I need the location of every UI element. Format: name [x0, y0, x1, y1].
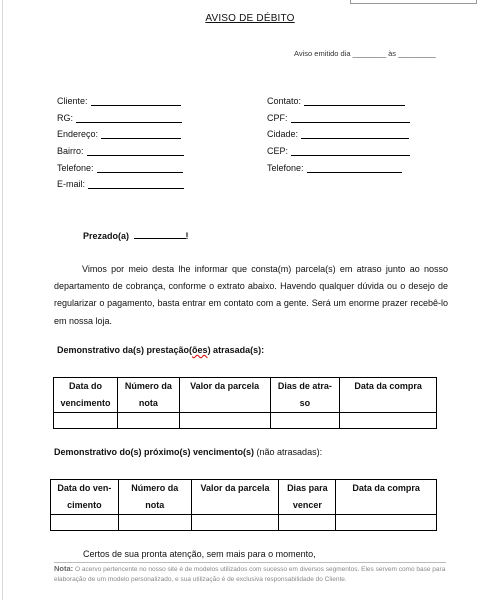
field-line[interactable] — [97, 163, 183, 173]
col-header: Valor da parcela — [179, 378, 270, 413]
body-paragraph: Vimos por meio desta lhe informar que consta(m) parcela(s) em atraso junto ao nosso departamento de cobrança, conforme o extrato abaixo. Havendo qualquer dúvida ou o desejo de regularizar o pagamento, basta entrar em contato com a gente. Será um enorme prazer recebê-lo em nossa loja. — [54, 264, 448, 326]
closing-text: Certos de sua pronta atenção, sem mais para o momento, — [83, 549, 316, 559]
field-line[interactable] — [291, 113, 410, 123]
col-header: Número da nota — [118, 480, 191, 515]
col-header: Data do ven- cimento — [51, 480, 119, 515]
field-telefone-right: Telefone: — [267, 163, 402, 173]
table-cell[interactable] — [179, 413, 270, 429]
table-cell[interactable] — [340, 413, 437, 429]
field-email: E-mail: — [57, 179, 184, 189]
header-box — [350, 0, 477, 4]
field-telefone-left: Telefone: — [57, 163, 183, 173]
field-line[interactable] — [291, 146, 410, 156]
field-contato: Contato: — [267, 96, 405, 106]
table-cell[interactable] — [54, 413, 118, 429]
field-cpf: CPF: — [267, 113, 410, 123]
section-upcoming-heading: Demonstrativo do(s) próximo(s) vencimento(s) (não atrasadas): — [54, 447, 323, 457]
field-line[interactable] — [88, 179, 184, 189]
col-header: Data da compra — [336, 480, 437, 515]
field-cliente: Cliente: — [57, 96, 181, 106]
table-row — [51, 515, 437, 531]
field-cidade: Cidade: — [267, 129, 409, 139]
greeting-blank[interactable] — [134, 229, 186, 239]
table-cell[interactable] — [279, 515, 336, 531]
greeting: Prezado(a) ! — [83, 231, 189, 241]
table-cell[interactable] — [118, 515, 191, 531]
field-cep: CEP: — [267, 146, 410, 156]
upcoming-table — [50, 479, 437, 531]
col-header: Número da nota — [117, 378, 179, 413]
field-line[interactable] — [301, 129, 409, 139]
field-line[interactable] — [304, 96, 405, 106]
field-bairro: Bairro: — [57, 146, 184, 156]
field-line[interactable] — [91, 96, 181, 106]
section-overdue-heading: Demonstrativo da(s) prestação(ões) atrasada(s): — [57, 345, 265, 355]
table-cell[interactable] — [336, 515, 437, 531]
field-line[interactable] — [307, 163, 402, 173]
col-header: Dias de atra- so — [270, 378, 340, 413]
table-row — [54, 413, 437, 429]
table-cell[interactable] — [117, 413, 179, 429]
field-line[interactable] — [101, 129, 181, 139]
disclaimer-note: Nota: O acervo pertencente no nosso site é de modelos utilizados com sucesso em diversos segmentos. Eles servem como base para elaboração de um modelo personalizado, e sua utilização é de exclusiva responsabilidade do Cliente. — [54, 564, 446, 583]
table-cell[interactable] — [191, 515, 279, 531]
col-header: Dias para vencer — [279, 480, 336, 515]
field-line[interactable] — [87, 146, 184, 156]
document-title: AVISO DE DÉBITO — [205, 13, 295, 24]
overdue-table — [53, 377, 437, 429]
table-cell[interactable] — [51, 515, 119, 531]
field-rg: RG: — [57, 113, 182, 123]
field-line[interactable] — [76, 113, 182, 123]
issued-date-line: Aviso emitido dia ________ às _________ — [294, 49, 436, 58]
col-header: Valor da parcela — [191, 480, 279, 515]
col-header: Data da compra — [340, 378, 437, 413]
field-endereco: Endereço: — [57, 129, 181, 139]
table-header-row — [54, 378, 437, 413]
col-header: Data do vencimento — [54, 378, 118, 413]
table-header-row — [51, 480, 437, 515]
table-cell[interactable] — [270, 413, 340, 429]
